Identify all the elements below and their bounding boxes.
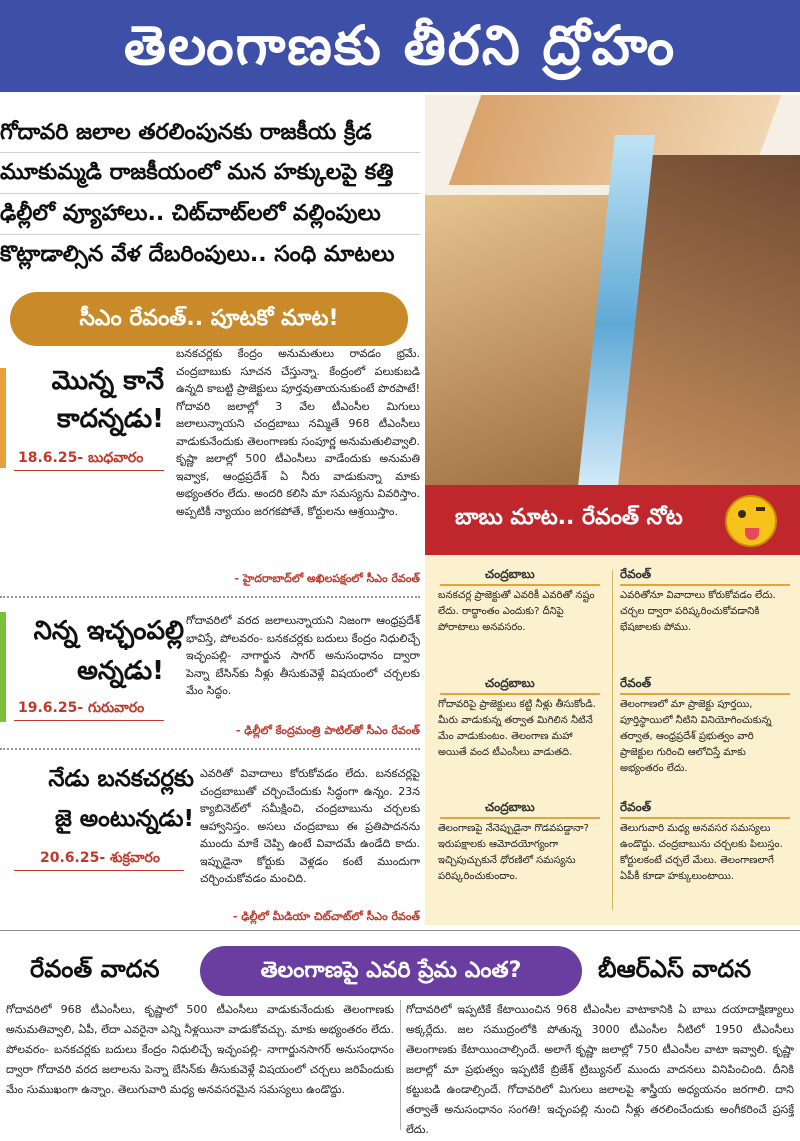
claim-2-date: 19.6.25- గురువారం (18, 700, 145, 716)
subheadline-1: గోదావరి జలాల తరలింపునకు రాజకీయ క్రీడ (0, 120, 372, 145)
claim-1-date: 18.6.25- బుధవారం (18, 450, 144, 466)
compare-left-heading: చంద్రబాబు (485, 676, 535, 690)
heading-rule (440, 693, 600, 695)
subheadline-divider (0, 152, 420, 153)
claim-1-title-line1: మొన్న కానే (51, 366, 164, 396)
claim-1-body: బనకచర్లకు కేంద్రం అనుమతులు రావడం భ్రమే. చంద్రబాబుకు సూచన చేస్తున్నా. కేంద్రంలో పలుకుబడి ఉన్నది కాబట్టి ప్రాజెక్టులు పూర్తవుతాయనుకుంటే పొరపాటే! గోదావరి జలాల్లో 3 వేల టీఎంసీల మిగులు జలాలున్నాయని చంద్రబాబు నమ్మితే 968 టీఎంసీలు వాడుకునేందుకు తెలంగాణకు సంపూర్ణ అనుమతులివ్వాలి. కృష్ణా జలాల్లో 500 టీఎంసీలు వాడేందుకు అనుమతి ఇవ్వాక, ఆంధ్రప్రదేశ్‌ ఏ నీరు వాడుకున్నా మాకు అభ్యంతరం లేదు. అందరి కలిసి మా సమస్యను వివరిస్తాం. అప్పటికీ న్యాయం జరగకపోతే, కోర్టులను ఆశ్రయిస్తాం. (176, 347, 420, 518)
header-banner (0, 0, 800, 92)
claim-3-date: 20.6.25- శుక్రవారం (40, 850, 160, 866)
claim-2-title-line2: అన్నడు! (77, 656, 164, 686)
compare-right-text-3: తెలుగువారి మధ్య అనవసర సమస్యలు ఉండొద్దు. చంద్రబాబును చర్చలకు పిలుస్తం. కోర్టులకంటే చర్చలే మేలు. తెలంగాణలాగే ఏపీకీ కూడా హక్కులుంటాయి. (620, 823, 783, 882)
claim-2-title-line1: నిన్న ఇచ్ఛంపల్లి (33, 616, 184, 646)
date-underline (14, 720, 164, 721)
brs-argument-text: గోదావరిలో ఇప్పటికే కేటాయించిన 968 టీఎంసీల వాటాకానికి ఏ బాబు దయాదాక్షిణ్యాలు అక్కర్లేదు. జల సముద్రంలోకి పోతున్న 3000 టీఎంసీల నీటిలో 1950 టీఎంసీలు తెలంగాణకు కేటాయించాల్సిందే. అలాగే కృష్ణా జలాల్లో 750 టీఎంసీల వాటా ఇవ్వాలి. కృష్ణా జలాల్లో మా ప్రభుత్వం ఇప్పటికే బ్రిజేశ్‌ ట్రిబ్యునల్‌ ముందు వాదనలు వినిపించింది. దీనికి కట్టుబడి ఉండాల్సిందే. గోదావరిలో మిగులు జలాలపై శాస్త్రీయ అధ్యయనం జరగాలి. దాని తర్వాతే అనుసంధానం సంగతి! ఇచ్ఛంపల్లి నుంచి నీళ్లు తరలించేందుకు అంగీకరించే ప్రసక్తే లేదు. (406, 1003, 794, 1136)
claim-accent-bar (0, 612, 6, 722)
claim-3-source: - ఢిల్లీలో మీడియా చిట్‌చాట్‌లో సీఎం రేవంత్‌ (232, 910, 420, 923)
subheadline-4: కొట్లాడాల్సిన వేళ దేబరింపులు.. సంధి మాటలు (0, 242, 395, 267)
compare-left-heading: చంద్రబాబు (485, 567, 535, 581)
section-separator (0, 596, 420, 598)
claim-accent-bar (0, 368, 6, 468)
heading-rule (440, 584, 600, 586)
heading-rule (440, 817, 600, 819)
subheadline-divider (0, 234, 420, 235)
note-banner-text: బాబు మాట.. రేవంత్‌ నోట (455, 505, 683, 530)
column-divider (400, 1000, 401, 1130)
date-underline (14, 870, 184, 871)
claim-1-title-line2: కాదన్నడు! (57, 404, 164, 434)
illustration-panel (425, 95, 800, 555)
subheadline-3: ఢిల్లీలో వ్యూహాలు.. చిట్‌చాట్‌లలో వల్లింపులు (0, 201, 381, 226)
compare-right-text-2: తెలంగాణలో మా ప్రాజెక్టు పూర్తయి, పూర్తిస్థాయిలో నీటిని వినియోగించుకున్న తర్వాత, ఆంధ్రప్రదేశ్‌ ప్రభుత్వం వారి ప్రాజెక్టుల గురించి ఆలోచిస్తే మాకు అభ్యంతరం లేదు. (620, 699, 772, 774)
claim-1-source: - హైదరాబాద్‌లో అఖిలపక్షంలో సీఎం రేవంత్‌ (234, 572, 420, 585)
brs-argument-label: బీఆర్‌ఎస్‌ వాదన (598, 955, 752, 983)
page-title: తెలంగాణకు తీరని ద్రోహం (123, 14, 677, 77)
compare-left-heading: చంద్రబాబు (485, 800, 535, 814)
claim-2-source: - ఢిల్లీలో కేంద్రమంత్రి పాటిల్‌తో సీఎం రేవంత్‌ (235, 724, 420, 737)
emoji-wink-icon (756, 507, 765, 511)
section-separator (0, 748, 420, 750)
question-pill: తెలంగాణపై ఎవరి ప్రేమ ఎంత? (200, 946, 582, 996)
claim-3-title-line1: నేడు బనకచర్లకు (48, 766, 194, 792)
compare-right-heading: రేవంత్‌ (620, 800, 652, 814)
compare-right-heading: రేవంత్‌ (620, 567, 652, 581)
compare-right-heading: రేవంత్‌ (620, 676, 652, 690)
comparison-divider (612, 570, 613, 910)
heading-rule (620, 817, 790, 819)
date-underline (14, 470, 164, 471)
heading-rule (620, 584, 790, 586)
subheadline-2: మూకుమ్మడి రాజకీయంలో మన హక్కులపై కత్తి (0, 160, 394, 185)
compare-left-text-3: తెలంగాణపై నేనెప్పుడైనా గొడవపడ్డానా? ఇరుపక్షాలకు ఆమోదయోగ్యంగా ఇచ్చిపుచ్చుకునే ధోరణిలో సమస్యను పరిష్కరించుకుందాం. (438, 823, 589, 882)
bottom-divider (0, 930, 800, 931)
emoji-eye-icon (738, 510, 746, 518)
heading-rule (620, 693, 790, 695)
section-pill: సీఎం రేవంత్‌.. పూటకో మాట! (10, 292, 408, 346)
claim-3-title-line2: జై అంటున్నడు! (54, 806, 194, 832)
claim-3-body: ఎవరితో వివాదాలు కోరుకోవడం లేదు. బనకచర్లపై చంద్రబాబుతో చర్చించేందుకు సిద్ధంగా ఉన్నం. 23న క్యాబినెట్‌లో సమీక్షించి, చంద్రబాబును చర్చలకు ఆహ్వానిస్తం. అసలు చంద్రబాబు ఈ ప్రతిపాదనను ముందు మాకే చెప్పి ఉంటే వివాదమే ఉండేది కాదు. ఇప్పుడైనా కోర్టుకు వెళ్లడం కంటే ముందుగా చర్చించుకోవడం మంచిది. (200, 767, 420, 885)
compare-left-text-1: బనకచర్ల ప్రాజెక్టుతో ఎవరికీ ఎవరితో నష్టం లేదు. రాద్ధాంతం ఎందుకు? దీనిపై పోరాటాలు అనవసరం. (438, 590, 595, 633)
revanth-argument-label: రేవంత్‌ వాదన (30, 955, 160, 983)
subheadline-divider (0, 193, 420, 194)
compare-right-text-1: ఎవరితోనూ వివాదాలు కోరుకోవడం లేదు. చర్చల ద్వారా పరిష్కరించుకోవడానికి భేషజాలకు పోము. (620, 590, 776, 633)
claim-2-body: గోదావరిలో వరద జలాలున్నాయని నిజంగా ఆంధ్రప్రదేశ్‌ భావిస్తే, పోలవరం- బనకచర్లకు బదులు కేంద్రం నిధులిచ్చే ఇచ్ఛంపల్లి- నాగార్జున సాగర్‌ అనుసంధానం ద్వారా పెన్నా బేసిన్‌కు నీళ్లు తీసుకువెళ్లే విషయంలో చర్చలకు మేం సిద్ధం. (186, 614, 420, 697)
compare-left-text-2: గోదావరిపై ప్రాజెక్టులు కట్టి నీళ్లు తీసుకోండి. మీరు వాడుకున్న తర్వాత మిగిలిన నీటినే మేం వాడుకుంటం. తెలంగాణ మహా అయితే వంద టీఎంసీలు వాడుతది. (438, 699, 596, 758)
revanth-argument-text: గోదావరిలో 968 టీఎంసీలు, కృష్ణాలో 500 టీఎంసీలు వాడుకునేందుకు తెలంగాణకు అనుమతివ్వాలి, ఏపీ, లేదా ఎవరైనా ఎన్ని నీళ్లయినా వాడుకోవచ్చు. మాకు అభ్యంతరం లేదు. పోలవరం- బనకచర్లకు బదులు కేంద్రం నిధులిచ్చే ఇచ్ఛంపల్లి- నాగార్జునసాగర్‌ అనుసంధానం ద్వారా గోదావరి వరద జలాలను పెన్నా బేసిన్‌కు తీసుకువెళ్లే విషయంలో చర్చలు జరిపేందుకు మేం సుముఖంగా ఉన్నాం. తెలుగువారి మధ్య అనవసరమైన సమస్యలు ఉండొద్దు. (6, 1003, 394, 1096)
claim-1-body-continued (8, 488, 420, 568)
